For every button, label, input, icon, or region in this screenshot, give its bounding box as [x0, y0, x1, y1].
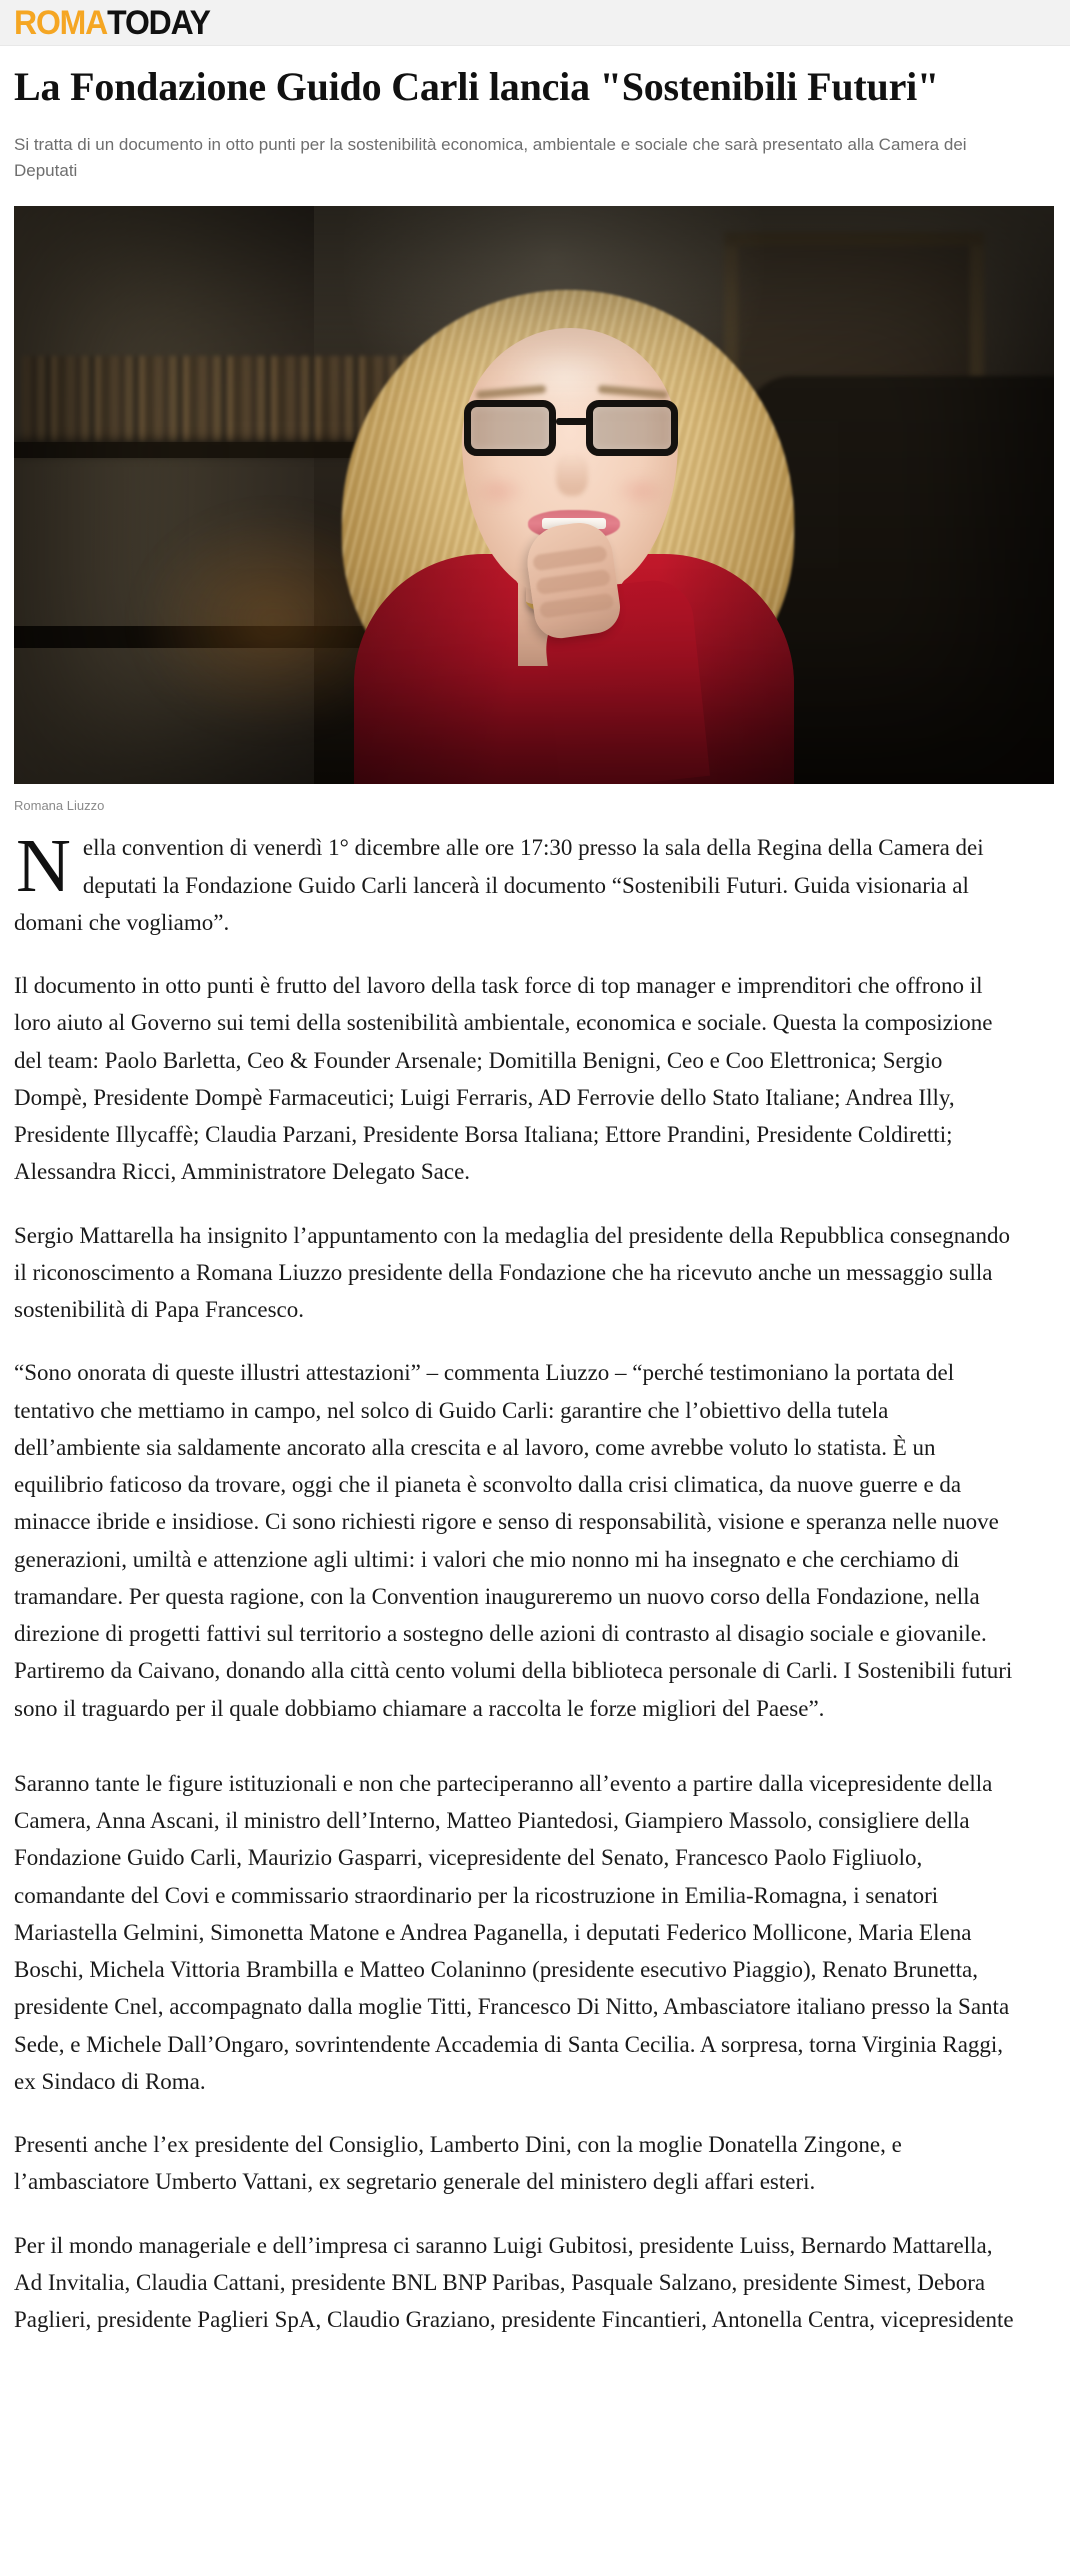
subject-finger — [539, 593, 615, 619]
subject-nose — [556, 452, 588, 496]
eyeglass-bridge — [556, 418, 588, 425]
eyeglass-lens-right — [586, 400, 678, 456]
article-paragraph: Presenti anche l’ex presidente del Consiglio, Lamberto Dini, con la moglie Donatella Zingone, e l’ambasciatore Umberto Vattani, ex segretario generale del ministero degli affari esteri. — [14, 2132, 902, 2195]
page-title: La Fondazione Guido Carli lancia "Sostenibili Futuri" — [14, 64, 940, 109]
article-standfirst: Si tratta di un documento in otto punti per la sostenibilità economica, ambientale e sociale che sarà presentato alla Camera dei Deputati — [14, 134, 967, 180]
article-paragraph: Nella convention di venerdì 1° dicembre alle ore 17:30 presso la sala della Regina della Camera dei deputati la Fondazione Guido Carli lancerà il documento “Sostenibili Futuri. Guida visionaria al domani che vogliamo”. — [14, 824, 984, 935]
site-logo[interactable] — [14, 3, 210, 42]
article-hero-figure — [14, 206, 1054, 813]
logo-text-today: TODAY — [107, 3, 210, 42]
article-paragraph: Saranno tante le figure istituzionali e non che parteciperanno all’evento a partire dalla vicepresidente della Camera, Anna Ascani, il ministro dell’Interno, Matteo Piantedosi, Giampiero Massolo, consigliere della Fondazione Guido Carli, Maurizio Gasparri, vicepresidente del Senato, Francesco Paolo Figliuolo, comandante del Covi e commissario straordinario per la ricostruzione in Emilia-Romagna, i senatori Mariastella Gelmini, Simonetta Matone e Andrea Paganella, i deputati Federico Mollicone, Maria Elena Boschi, Michela Vittoria Brambilla e Matteo Colaninno (presidente esecutivo Piaggio), Renato Brunetta, presidente Cnel, accompagnato dalla moglie Titti, Francesco Di Nitto, Ambasciatore italiano presso la Santa Sede, e Michele Dall’Ongaro, sovrintendente Accademia di Santa Cecilia. A sorpresa, torna Virginia Raggi, ex Sindaco di Roma. — [14, 1770, 1010, 2094]
subject-finger — [532, 545, 608, 571]
subject-eyeglasses — [464, 400, 678, 458]
article-container — [0, 64, 1070, 2390]
article-body — [14, 824, 1014, 2390]
logo-text-roma: ROMA — [14, 3, 108, 42]
subject-cheek-right — [614, 474, 668, 508]
site-masthead — [0, 0, 1070, 46]
photo-subject-person — [314, 224, 834, 784]
subject-cheek-left — [472, 474, 526, 508]
photo-caption: Romana Liuzzo — [14, 798, 105, 814]
article-paragraph: Per il mondo manageriale e dell’impresa ci saranno Luigi Gubitosi, presidente Luiss, Bernardo Mattarella, Ad Invitalia, Claudia Cattani, presidente BNL BNP Paribas, Pasquale Salzano, presidente Simest, Debora Paglieri, presidente Paglieri SpA, Claudio Graziano, presidente Fincantieri, Antonella Centra, vicepresidente — [14, 2232, 1014, 2333]
subject-finger — [536, 569, 612, 595]
eyeglass-lens-left — [464, 400, 556, 456]
hero-image — [14, 206, 1054, 784]
article-paragraph: Sergio Mattarella ha insignito l’appuntamento con la medaglia del presidente della Repubblica consegnando il riconoscimento a Romana Liuzzo presidente della Fondazione che ha ricevuto anche un messaggio sulla sostenibilità di Papa Francesco. — [14, 1222, 1010, 1323]
article-paragraph: “Sono onorata di queste illustri attestazioni” – commenta Liuzzo – “perché testimoniano la portata del tentativo che mettiamo in campo, nel solco di Guido Carli: garantire che l’obiettivo della tutela dell’ambiente sia saldamente ancorato alla crescita e al lavoro, come avrebbe voluto lo statista. È un equilibrio faticoso da trovare, oggi che il pianeta è sconvolto dalla crisi climatica, da nuove guerre e da minacce ibride e insidiose. Ci sono richiesti rigore e senso di responsabilità, visione e speranza nelle nuove generazioni, umiltà e attenzione agli ultimi: i valori che mio nonno mi ha insegnato e che cerchiamo di tramandare. Per questa ragione, con la Convention inaugureremo un nuovo corso della Fondazione, nella direzione di progetti fattivi sul territorio a sostegno delle azioni di contrasto al disagio sociale e giovanile. Partiremo da Caivano, donando alla città cento volumi della biblioteca personale di Carli. I Sostenibili futuri sono il traguardo per il quale dobbiamo chiamare a raccolta le forze migliori del Paese”. — [14, 1360, 1013, 1721]
article-paragraph: Il documento in otto punti è frutto del lavoro della task force di top manager e imprenditori che offrono il loro aiuto al Governo sui temi della sostenibilità ambientale, economica e sociale. Questa la composizione del team: Paolo Barletta, Ceo & Founder Arsenale; Domitilla Benigni, Ceo e Coo Elettronica; Sergio Dompè, Presidente Dompè Farmaceutici; Luigi Ferraris, AD Ferrovie dello Stato Italiane; Andrea Illy, Presidente Illycaffè; Claudia Parzani, Presidente Borsa Italiana; Ettore Prandini, Presidente Coldiretti; Alessandra Ricci, Amministratore Delegato Sace. — [14, 973, 993, 1185]
